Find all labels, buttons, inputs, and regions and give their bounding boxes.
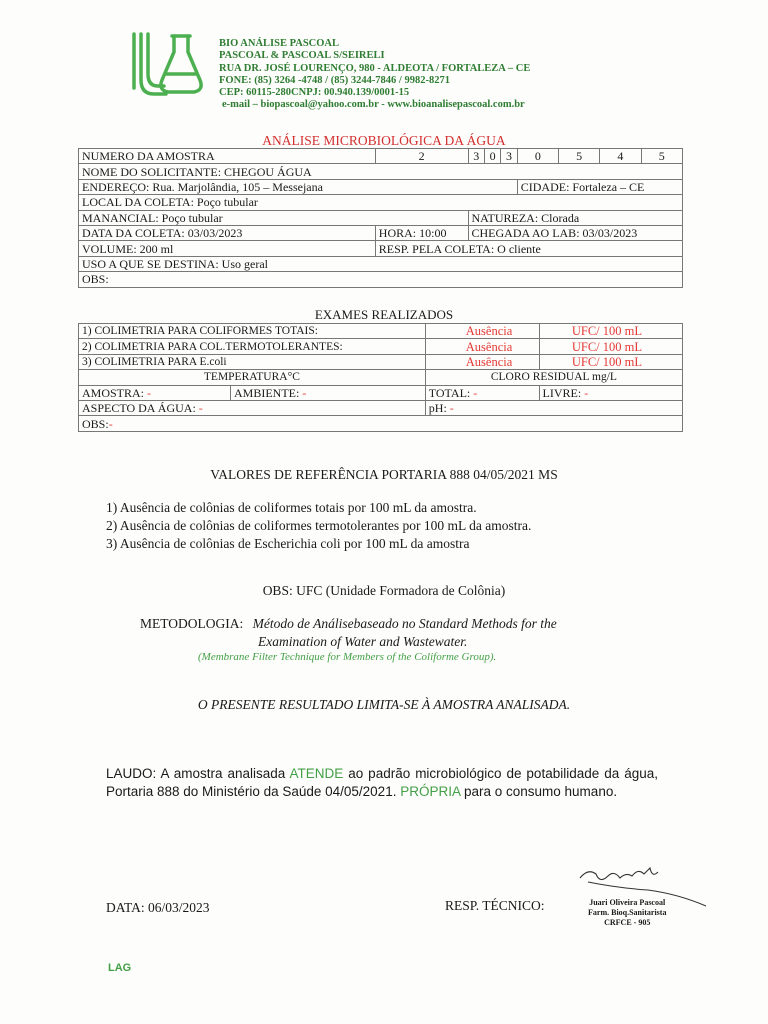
verdict-text: ao padrão microbiológico de potabilidade da água, Portaria 888 do Ministério da Saúde 04/05/2021. [106,766,658,799]
lab-flask-logo [128,30,206,100]
city: CIDADE: Fortaleza – CE [517,179,682,194]
lag-mark: LAG [108,962,132,974]
report-date: DATA: 06/03/2023 [106,900,210,915]
exam-row [79,324,683,339]
technical-responsible-label: RESP. TÉCNICO: [445,898,545,913]
lab-arrival-date: CHEGADA AO LAB: 03/03/2023 [468,225,682,240]
verdict-text: para o consumo humano. [460,784,618,799]
lab-name: BIO ANÁLISE PASCOAL [219,38,340,49]
ph-label: pH: [428,401,447,416]
exam-name: 3) COLIMETRIA PARA E.coli [79,354,426,369]
stamp-line: CRFCE - 905 [604,918,651,927]
verdict-propria: PRÓPRIA [400,784,461,799]
sample-digit: 5 [559,149,600,164]
document-title: ANÁLISE MICROBIOLÓGICA DA ÁGUA [262,133,506,148]
sample-obs: OBS: [79,272,683,287]
collection-responsible: RESP. PELA COLETA: O cliente [375,241,682,256]
address: ENDEREÇO: Rua. Marjolândia, 105 – Messejana [79,179,518,194]
lab-contact: e-mail – biopascoal@yahoo.com.br - www.bioanalisepascoal.com.br [222,99,525,111]
temperature-header: TEMPERATURA°C [79,370,426,385]
sample-digit: 2 [375,149,468,164]
methodology-text: Método de Análisebaseado no Standard Methods for the [252,616,557,631]
limit-note: O PRESENTE RESULTADO LIMITA-SE À AMOSTRA ANALISADA. [197,697,571,712]
lab-cep-cnpj: CEP: 60115-280CNPJ: 00.940.139/0001-15 [219,87,410,99]
collection-site: LOCAL DA COLETA: Poço tubular [79,195,683,210]
methodology-text-2: Examination of Water and Wastewater. [258,634,468,649]
exam-result: Ausência [425,354,539,369]
exam-unit: UFC/ 100 mL [539,324,682,339]
collection-time: HORA: 10:00 [375,225,468,240]
exam-name: 1) COLIMETRIA PARA COLIFORMES TOTAIS: [79,324,426,339]
ufc-note: OBS: UFC (Unidade Formadora de Colônia) [262,583,506,598]
report-verdict [106,765,658,801]
reference-item: 1) Ausência de colônias de coliformes totais por 100 mL da amostra. [106,500,477,515]
ambient-temp-label: AMBIENTE: [234,385,300,400]
verdict-atende: ATENDE [289,766,344,781]
sample-digit: 3 [468,149,484,164]
free-chlorine-value: - [584,385,589,400]
lab-company: PASCOAL & PASCOAL S/SEIRELI [219,50,385,62]
ambient-temp-value: - [302,385,307,400]
exam-obs-value: - [108,416,113,431]
stamp-line: Juari Oliveira Pascoal [589,898,666,907]
ph-value: - [449,401,454,416]
requester-name: NOME DO SOLICITANTE: CHEGOU ÁGUA [79,164,683,179]
exam-name: 2) COLIMETRIA PARA COL.TERMOTOLERANTES: [79,339,426,354]
sample-digit: 5 [641,149,682,164]
collection-date: DATA DA COLETA: 03/03/2023 [79,225,376,240]
sample-digit: 3 [501,149,517,164]
exam-row [79,354,683,369]
exam-result: Ausência [425,339,539,354]
exam-unit: UFC/ 100 mL [539,354,682,369]
sample-number-row [79,149,683,164]
methodology-label: METODOLOGIA: [140,616,244,631]
methodology [140,616,557,632]
sample-info-table [78,148,683,288]
reference-title: VALORES DE REFERÊNCIA PORTARIA 888 04/05/2021 MS [210,467,558,482]
water-nature: NATUREZA: Clorada [468,210,682,225]
sample-temp-label: AMOSTRA: [82,385,145,400]
exam-unit: UFC/ 100 mL [539,339,682,354]
reference-item: 3) Ausência de colônias de Escherichia coli por 100 mL da amostra [106,536,470,551]
exams-table [78,323,683,432]
chlorine-header: CLORO RESIDUAL mg/L [425,370,682,385]
free-chlorine-label: LIVRE: [542,385,582,400]
exam-result: Ausência [425,324,539,339]
water-aspect-value: - [198,401,203,416]
total-chlorine-label: TOTAL: [428,385,471,400]
sample-digit: 0 [517,149,558,164]
sample-digit: 4 [600,149,641,164]
lab-header [219,38,530,112]
water-aspect-label: ASPECTO DA ÁGUA: [82,401,196,416]
exam-row [79,339,683,354]
methodology-technique: (Membrane Filter Technique for Members of the Coliforme Group). [198,651,497,663]
exams-title: EXAMES REALIZADOS [314,307,454,322]
lab-address: RUA DR. JOSÉ LOURENÇO, 980 - ALDEOTA / FORTALEZA – CE [219,62,531,74]
sample-digit: 0 [484,149,500,164]
total-chlorine-value: - [473,385,478,400]
reference-item: 2) Ausência de colônias de coliformes termotolerantes por 100 mL da amostra. [106,518,532,533]
sample-number-label: NUMERO DA AMOSTRA [79,149,376,164]
technical-stamp [588,898,666,928]
sample-temp-value: - [147,385,152,400]
reference-list [106,499,531,553]
stamp-line: Farm. Bioq.Sanitarista [588,908,667,917]
intended-use: USO A QUE SE DESTINA: Uso geral [79,256,683,271]
verdict-text: LAUDO: A amostra analisada [106,766,290,781]
exam-obs-label: OBS: [82,416,109,431]
lab-phone: FONE: (85) 3264 -4748 / (85) 3244-7846 / 9982-8271 [219,74,450,86]
sample-volume: VOLUME: 200 ml [79,241,376,256]
water-source: MANANCIAL: Poço tubular [79,210,469,225]
